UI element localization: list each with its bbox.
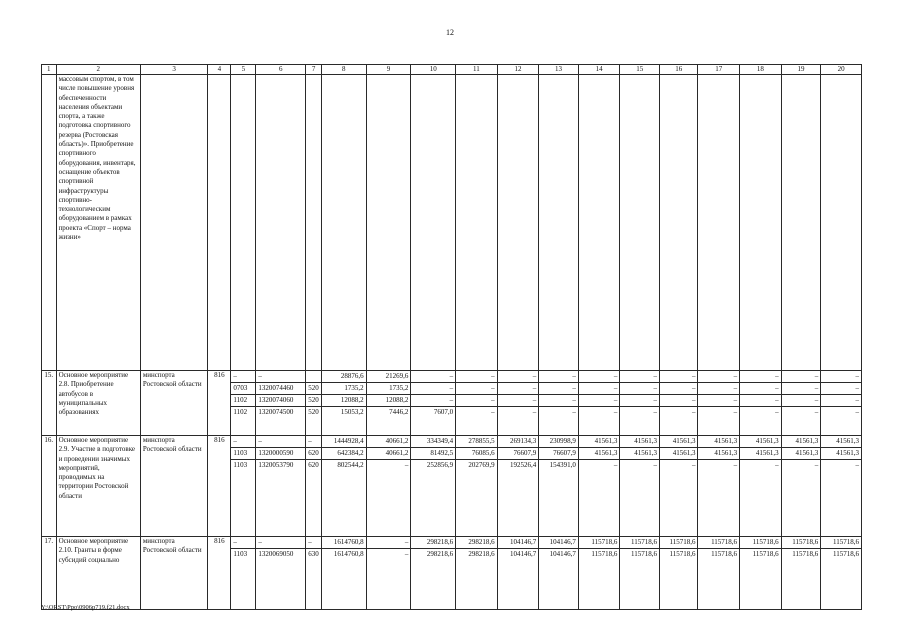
- expense-type: 520: [306, 406, 321, 418]
- year-amount-cell: [366, 537, 411, 610]
- year-amount: –: [821, 394, 861, 406]
- year-amount-cell: [578, 537, 620, 610]
- year-amount-cell: [698, 436, 740, 537]
- year-amount: –: [660, 406, 698, 418]
- year-amount: –: [698, 459, 739, 471]
- target-article: 1320000590: [256, 447, 305, 459]
- column-number-cell: 20: [821, 65, 862, 75]
- year-amount-cell: [497, 537, 539, 610]
- section-code: 1103: [231, 459, 255, 471]
- column-number-cell: 2: [56, 65, 140, 75]
- year-amount: 7607,0: [411, 406, 455, 418]
- target-article-cell: [256, 436, 306, 537]
- year-amount: 115718,6: [620, 548, 659, 560]
- total-amount-cell: [321, 537, 366, 610]
- row-number: 16.: [42, 436, 57, 537]
- year-amount: –: [855, 372, 859, 380]
- empty-cell: [256, 75, 306, 371]
- table-row: [42, 371, 862, 436]
- year-amount: 115718,6: [711, 538, 738, 546]
- column-number-row: [42, 65, 862, 75]
- year-amount: 12088,2: [367, 394, 411, 406]
- year-amount: –: [449, 372, 454, 380]
- year-amount: –: [404, 538, 409, 546]
- total-amount: 642384,2: [322, 447, 366, 459]
- year-amount: 115718,6: [752, 538, 779, 546]
- target-article: 1320053790: [256, 459, 305, 471]
- year-amount-cell: [781, 436, 821, 537]
- year-amount: 21269,6: [385, 372, 409, 380]
- expense-type: [306, 371, 321, 382]
- year-amount-cell: [620, 537, 660, 610]
- year-amount: –: [572, 372, 576, 380]
- year-amount-cell: [366, 436, 411, 537]
- year-amount: –: [579, 394, 620, 406]
- column-number-cell: 8: [321, 65, 366, 75]
- expense-type: –: [308, 437, 312, 445]
- year-amount-cell: [456, 537, 498, 610]
- table-row: [42, 436, 862, 537]
- expense-type-cell: [306, 371, 322, 436]
- year-amount: 41561,3: [698, 447, 739, 459]
- year-amount-cell: [539, 436, 579, 537]
- column-number-cell: 5: [231, 65, 256, 75]
- year-amount-cell: [578, 436, 620, 537]
- year-amount: –: [620, 406, 659, 418]
- column-number-cell: 4: [208, 65, 231, 75]
- year-amount: –: [539, 406, 578, 418]
- empty-cell: [539, 75, 579, 371]
- column-number-cell: 16: [659, 65, 698, 75]
- year-amount: 115718,6: [579, 548, 620, 560]
- column-number-cell: 15: [620, 65, 660, 75]
- year-amount: –: [620, 382, 659, 394]
- section-code: 1103: [231, 447, 255, 459]
- empty-cell: [497, 75, 539, 371]
- year-amount: –: [620, 459, 659, 471]
- year-amount: 104146,7: [539, 548, 578, 560]
- year-amount: –: [411, 394, 455, 406]
- total-amount: 1444928,4: [333, 437, 364, 445]
- target-article-cell: [256, 537, 306, 610]
- year-amount: 41561,3: [740, 447, 781, 459]
- year-amount: 41561,3: [594, 437, 618, 445]
- section-code: –: [233, 538, 237, 546]
- column-number-cell: 12: [497, 65, 539, 75]
- year-amount: –: [498, 382, 539, 394]
- column-number-cell: 1: [42, 65, 57, 75]
- year-amount: –: [367, 548, 411, 560]
- year-amount-cell: [366, 371, 411, 436]
- empty-cell: [306, 75, 322, 371]
- column-number-cell: 13: [539, 65, 579, 75]
- year-amount: 76607,9: [539, 447, 578, 459]
- section-code-cell: [231, 436, 256, 537]
- expense-type: –: [308, 538, 312, 546]
- year-amount-cell: [740, 537, 782, 610]
- column-number-cell: 17: [698, 65, 740, 75]
- column-number-cell: 11: [456, 65, 498, 75]
- year-amount: –: [814, 372, 819, 380]
- empty-cell: [411, 75, 456, 371]
- expense-type: 520: [306, 382, 321, 394]
- section-code: –: [233, 372, 237, 380]
- year-amount: 230998,9: [549, 437, 576, 445]
- empty-cell: [698, 75, 740, 371]
- year-amount: 278855,5: [468, 437, 495, 445]
- year-amount: 192526,4: [498, 459, 539, 471]
- total-amount: 15053,2: [322, 406, 366, 418]
- total-amount: 28876,6: [340, 372, 364, 380]
- year-amount: –: [821, 406, 861, 418]
- year-amount-cell: [456, 371, 498, 436]
- target-article-cell: [256, 371, 306, 436]
- target-article: 1320074060: [256, 394, 305, 406]
- year-amount-cell: [781, 537, 821, 610]
- year-amount: –: [498, 394, 539, 406]
- year-amount-cell: [740, 436, 782, 537]
- year-amount: 41561,3: [672, 437, 696, 445]
- year-amount-cell: [659, 537, 698, 610]
- year-amount-cell: [456, 436, 498, 537]
- empty-cell: [620, 75, 660, 371]
- target-article: –: [258, 437, 262, 445]
- year-amount: –: [498, 406, 539, 418]
- year-amount: –: [613, 372, 618, 380]
- year-amount-cell: [659, 371, 698, 436]
- expense-type-cell: [306, 537, 322, 610]
- year-amount: –: [782, 406, 821, 418]
- year-amount: –: [660, 382, 698, 394]
- year-amount: 104146,7: [510, 538, 537, 546]
- section-code: 1102: [231, 394, 255, 406]
- row-number: 15.: [42, 371, 57, 436]
- column-number-cell: 10: [411, 65, 456, 75]
- year-amount: –: [579, 382, 620, 394]
- grbs-code: 816: [208, 436, 231, 537]
- year-amount: –: [456, 394, 497, 406]
- year-amount-cell: [821, 436, 862, 537]
- year-amount: 154391,0: [539, 459, 578, 471]
- empty-cell: [208, 75, 231, 371]
- total-amount: 1614760,8: [333, 538, 364, 546]
- year-amount: –: [456, 406, 497, 418]
- year-amount: 41561,3: [821, 447, 861, 459]
- section-code-cell: [231, 371, 256, 436]
- empty-cell: [456, 75, 498, 371]
- section-code-cell: [231, 537, 256, 610]
- year-amount-cell: [698, 371, 740, 436]
- year-amount: –: [579, 406, 620, 418]
- year-amount: 115718,6: [740, 548, 781, 560]
- year-amount: –: [579, 459, 620, 471]
- continuation-row: [42, 75, 862, 371]
- year-amount: –: [821, 459, 861, 471]
- year-amount-cell: [578, 371, 620, 436]
- total-amount-cell: [321, 436, 366, 537]
- year-amount: –: [532, 372, 537, 380]
- empty-cell: [140, 75, 208, 371]
- year-amount: 252856,9: [411, 459, 455, 471]
- expense-type-cell: [306, 436, 322, 537]
- year-amount: 115718,6: [591, 538, 618, 546]
- year-amount-cell: [698, 537, 740, 610]
- section-code: –: [233, 437, 237, 445]
- target-article: 1320074460: [256, 382, 305, 394]
- column-number-cell: 14: [578, 65, 620, 75]
- year-amount: 1735,2: [367, 382, 411, 394]
- year-amount: 115718,6: [833, 538, 859, 546]
- year-amount: –: [740, 382, 781, 394]
- year-amount: 104146,7: [498, 548, 539, 560]
- year-amount: 269134,3: [510, 437, 537, 445]
- column-number-cell: 7: [306, 65, 322, 75]
- year-amount: 76085,6: [456, 447, 497, 459]
- year-amount-cell: [659, 436, 698, 537]
- year-amount: –: [782, 459, 821, 471]
- row-number: 17.: [42, 537, 57, 610]
- year-amount: 115718,6: [782, 548, 821, 560]
- year-amount: –: [775, 372, 779, 380]
- year-amount-cell: [821, 371, 862, 436]
- empty-cell: [740, 75, 782, 371]
- empty-cell: [321, 75, 366, 371]
- expense-type: 520: [306, 394, 321, 406]
- budget-table: [41, 64, 862, 610]
- year-amount: –: [456, 382, 497, 394]
- expense-type: 630: [306, 548, 321, 560]
- year-amount: 41561,3: [579, 447, 620, 459]
- grbs-code: 816: [208, 537, 231, 610]
- year-amount: –: [367, 459, 411, 471]
- executor: минспорта Ростовской области: [140, 371, 208, 436]
- year-amount: 298218,6: [426, 538, 454, 546]
- grbs-code: 816: [208, 371, 231, 436]
- year-amount: –: [620, 394, 659, 406]
- year-amount-cell: [411, 371, 456, 436]
- year-amount: 115718,6: [821, 548, 861, 560]
- empty-cell: [659, 75, 698, 371]
- year-amount-cell: [539, 371, 579, 436]
- year-amount: 298218,6: [468, 538, 495, 546]
- year-amount: 104146,7: [549, 538, 576, 546]
- section-code: 0703: [231, 382, 255, 394]
- year-amount: –: [740, 394, 781, 406]
- expense-type: 620: [306, 459, 321, 471]
- year-amount-cell: [497, 371, 539, 436]
- year-amount-cell: [411, 436, 456, 537]
- year-amount-cell: [620, 436, 660, 537]
- year-amount-cell: [821, 537, 862, 610]
- year-amount: –: [740, 459, 781, 471]
- empty-cell: [578, 75, 620, 371]
- year-amount: 7446,2: [367, 406, 411, 418]
- measure-name: Основное мероприятие 2.9. Участие в подготовке и проведении значимых мероприятий, проводимых на территории Ростовской области: [56, 436, 140, 537]
- year-amount: 40661,2: [385, 437, 409, 445]
- year-amount: 40661,2: [367, 447, 411, 459]
- year-amount: –: [491, 372, 495, 380]
- column-number-cell: 3: [140, 65, 208, 75]
- target-article: 1320069050: [256, 548, 305, 560]
- year-amount: –: [653, 372, 657, 380]
- expense-type: 620: [306, 447, 321, 459]
- year-amount: 115718,6: [698, 548, 739, 560]
- year-amount: –: [733, 372, 738, 380]
- column-number-cell: 18: [740, 65, 782, 75]
- year-amount: –: [821, 382, 861, 394]
- year-amount: 115718,6: [660, 548, 698, 560]
- year-amount: 334349,4: [426, 437, 454, 445]
- year-amount: –: [539, 394, 578, 406]
- year-amount-cell: [740, 371, 782, 436]
- empty-cell: [781, 75, 821, 371]
- target-article: –: [258, 538, 262, 546]
- measure-name: Основное мероприятие 2.8. Приобретение автобусов в муниципальных образованиях: [56, 371, 140, 436]
- year-amount: –: [698, 406, 739, 418]
- year-amount: 115718,6: [792, 538, 819, 546]
- year-amount: –: [782, 394, 821, 406]
- year-amount-cell: [497, 436, 539, 537]
- empty-cell: [366, 75, 411, 371]
- total-amount: 1735,2: [322, 382, 366, 394]
- year-amount: 76607,9: [498, 447, 539, 459]
- year-amount: 81492,5: [411, 447, 455, 459]
- year-amount: –: [740, 406, 781, 418]
- target-article: –: [258, 372, 262, 380]
- year-amount-cell: [781, 371, 821, 436]
- year-amount: 41561,3: [755, 437, 779, 445]
- year-amount-cell: [411, 537, 456, 610]
- year-amount: 41561,3: [660, 447, 698, 459]
- section-code: 1103: [231, 548, 255, 560]
- year-amount-cell: [620, 371, 660, 436]
- total-amount: 1614760,8: [322, 548, 366, 560]
- year-amount: 41561,3: [795, 437, 819, 445]
- year-amount: 298218,6: [411, 548, 455, 560]
- year-amount-cell: [539, 537, 579, 610]
- num-cell: [42, 75, 57, 371]
- year-amount: –: [539, 382, 578, 394]
- year-amount: –: [698, 394, 739, 406]
- year-amount: –: [691, 372, 696, 380]
- year-amount: 202769,9: [456, 459, 497, 471]
- total-amount-cell: [321, 371, 366, 436]
- target-article: 1320074500: [256, 406, 305, 418]
- year-amount: –: [660, 459, 698, 471]
- year-amount: 41561,3: [836, 437, 859, 445]
- empty-cell: [821, 75, 862, 371]
- measure-name: Основное мероприятие 2.10. Гранты в форме субсидий социально: [56, 537, 140, 610]
- page-number: 12: [446, 28, 454, 37]
- section-code: 1102: [231, 406, 255, 418]
- column-number-cell: 9: [366, 65, 411, 75]
- total-amount: 802544,2: [322, 459, 366, 471]
- year-amount: 115718,6: [669, 538, 696, 546]
- table-row: [42, 537, 862, 610]
- year-amount: 41561,3: [714, 437, 738, 445]
- year-amount: 41561,3: [620, 447, 659, 459]
- empty-cell: [231, 75, 256, 371]
- year-amount: –: [698, 382, 739, 394]
- year-amount: –: [411, 382, 455, 394]
- year-amount: –: [782, 382, 821, 394]
- column-number-cell: 19: [781, 65, 821, 75]
- year-amount: 41561,3: [634, 437, 657, 445]
- table-body: [42, 65, 862, 610]
- year-amount: –: [660, 394, 698, 406]
- year-amount: 41561,3: [782, 447, 821, 459]
- executor: минспорта Ростовской области: [140, 537, 208, 610]
- year-amount: 298218,6: [456, 548, 497, 560]
- continuation-text: массовым спортом, в том числе повышение уровня обеспеченности населения объектами спорта, а также подготовка спортивного резерва (Ростовская область)». Приобретение спортивного оборудования, инвентаря, оснащение объектов спортивной инфраструктуры спортивно-технологическим оборудованием в рамках проекта «Спорт – норма жизни»: [56, 75, 140, 371]
- total-amount: 12088,2: [322, 394, 366, 406]
- footer-file-path: Y:\ORST\Ppo\0906p719.f21.docx: [41, 604, 130, 611]
- executor: минспорта Ростовской области: [140, 436, 208, 537]
- column-number-cell: 6: [256, 65, 306, 75]
- year-amount: 115718,6: [630, 538, 657, 546]
